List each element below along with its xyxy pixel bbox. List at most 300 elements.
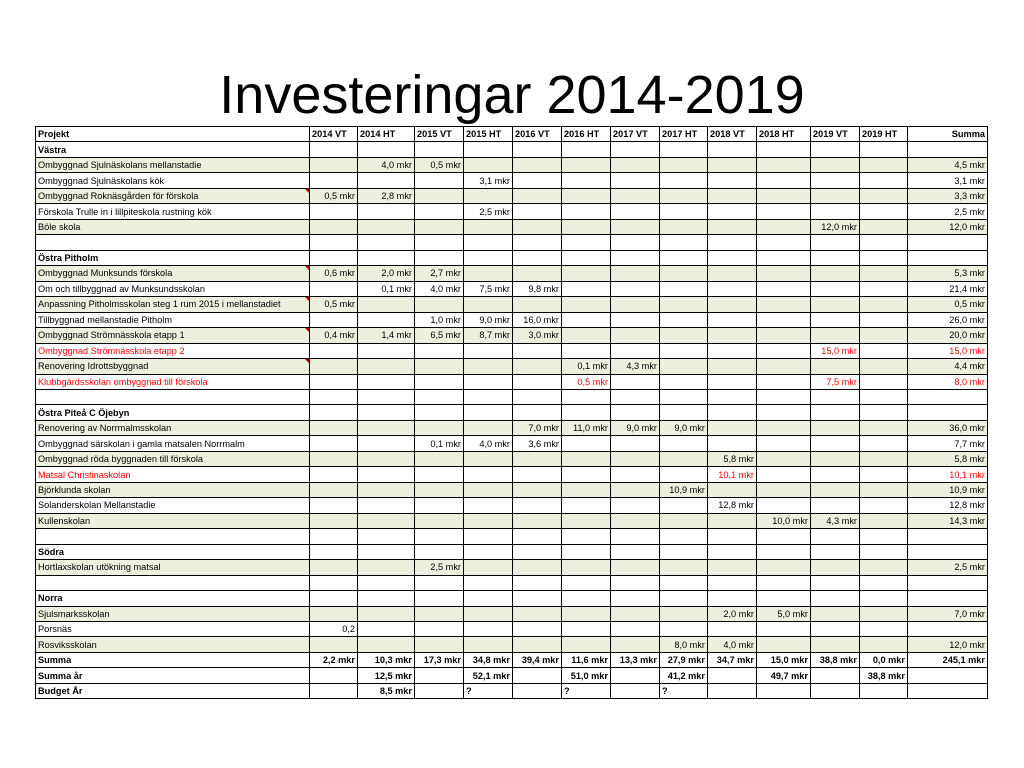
period-value-cell bbox=[415, 173, 464, 188]
period-value-cell bbox=[860, 420, 908, 435]
period-value-cell: 12,0 mkr bbox=[811, 219, 860, 234]
project-name: Ombyggnad Strömnässkola etapp 2 bbox=[36, 343, 310, 358]
period-value-cell bbox=[757, 637, 811, 652]
project-name: Summa bbox=[36, 652, 310, 667]
period-value-cell bbox=[860, 297, 908, 312]
period-value-cell: 5,0 mkr bbox=[757, 606, 811, 621]
period-value-cell bbox=[415, 622, 464, 637]
sum-cell: 12,8 mkr bbox=[908, 498, 988, 513]
comment-marker-icon bbox=[305, 359, 310, 364]
period-value-cell bbox=[757, 622, 811, 637]
table-row bbox=[36, 498, 988, 513]
period-value-cell bbox=[310, 374, 358, 389]
period-value-cell bbox=[708, 560, 757, 575]
project-name: Budget År bbox=[36, 683, 310, 698]
period-value-cell bbox=[708, 219, 757, 234]
period-value-cell bbox=[415, 405, 464, 420]
period-value-cell bbox=[415, 142, 464, 157]
period-value-cell bbox=[415, 451, 464, 466]
period-value-cell bbox=[358, 467, 415, 482]
period-value-cell bbox=[660, 204, 708, 219]
period-value-cell: 34,7 mkr bbox=[708, 652, 757, 667]
sum-cell bbox=[908, 250, 988, 265]
period-value-cell bbox=[611, 405, 660, 420]
sum-cell: 15,0 mkr bbox=[908, 343, 988, 358]
period-value-cell bbox=[811, 622, 860, 637]
project-name: Förskola Trulle in i lillpiteskola rustning kök bbox=[36, 204, 310, 219]
period-value-cell bbox=[415, 513, 464, 528]
period-value-cell bbox=[611, 482, 660, 497]
period-value-cell bbox=[811, 266, 860, 281]
period-value-cell bbox=[660, 297, 708, 312]
period-value-cell: 2,0 mkr bbox=[708, 606, 757, 621]
period-value-cell bbox=[513, 405, 562, 420]
period-value-cell bbox=[660, 219, 708, 234]
period-value-cell: 0,1 mkr bbox=[358, 281, 415, 296]
period-value-cell: 12,5 mkr bbox=[358, 668, 415, 683]
period-value-cell bbox=[811, 142, 860, 157]
sum-cell: 5,8 mkr bbox=[908, 451, 988, 466]
sum-cell: 3,3 mkr bbox=[908, 188, 988, 203]
investment-table bbox=[35, 126, 988, 699]
period-value-cell bbox=[513, 637, 562, 652]
period-value-cell: 2,5 mkr bbox=[464, 204, 513, 219]
period-value-cell bbox=[358, 173, 415, 188]
period-value-cell bbox=[513, 467, 562, 482]
period-value-cell: 3,6 mkr bbox=[513, 436, 562, 451]
period-value-cell bbox=[562, 606, 611, 621]
period-value-cell bbox=[562, 343, 611, 358]
section-row bbox=[36, 544, 988, 559]
period-value-cell bbox=[708, 513, 757, 528]
period-value-cell bbox=[310, 482, 358, 497]
period-value-cell bbox=[464, 374, 513, 389]
period-value-cell: 4,0 mkr bbox=[708, 637, 757, 652]
period-value-cell bbox=[310, 157, 358, 172]
period-value-cell bbox=[513, 188, 562, 203]
period-value-cell bbox=[611, 591, 660, 606]
period-value-cell bbox=[310, 312, 358, 327]
project-name: Tillbyggnad mellanstadie Pitholm bbox=[36, 312, 310, 327]
period-value-cell bbox=[513, 374, 562, 389]
period-value-cell bbox=[660, 606, 708, 621]
period-value-cell bbox=[513, 250, 562, 265]
sum-cell: 7,0 mkr bbox=[908, 606, 988, 621]
period-value-cell: 2,2 mkr bbox=[310, 652, 358, 667]
table-row bbox=[36, 436, 988, 451]
period-value-cell bbox=[708, 250, 757, 265]
period-value-cell bbox=[358, 312, 415, 327]
period-value-cell bbox=[860, 513, 908, 528]
sum-cell bbox=[908, 405, 988, 420]
period-value-cell bbox=[415, 683, 464, 698]
comment-marker-icon bbox=[305, 297, 310, 302]
period-value-cell bbox=[513, 482, 562, 497]
header-row bbox=[36, 127, 988, 142]
period-value-cell: 15,0 mkr bbox=[811, 343, 860, 358]
period-value-cell bbox=[513, 513, 562, 528]
period-value-cell bbox=[811, 188, 860, 203]
period-value-cell: 0,2 bbox=[310, 622, 358, 637]
period-value-cell bbox=[708, 482, 757, 497]
period-value-cell: 2,8 mkr bbox=[358, 188, 415, 203]
period-value-cell bbox=[611, 250, 660, 265]
period-value-cell bbox=[611, 544, 660, 559]
project-name: Kullenskolan bbox=[36, 513, 310, 528]
period-value-cell bbox=[464, 451, 513, 466]
sum-cell bbox=[908, 529, 988, 544]
period-value-cell bbox=[611, 312, 660, 327]
period-value-cell bbox=[811, 389, 860, 404]
period-value-cell bbox=[811, 668, 860, 683]
period-value-cell bbox=[310, 560, 358, 575]
comment-marker-icon bbox=[305, 266, 310, 271]
period-value-cell: 11,0 mkr bbox=[562, 420, 611, 435]
period-value-cell bbox=[358, 142, 415, 157]
period-value-cell bbox=[611, 529, 660, 544]
sum-cell: 36,0 mkr bbox=[908, 420, 988, 435]
period-value-cell: 0,6 mkr bbox=[310, 266, 358, 281]
period-value-cell bbox=[310, 405, 358, 420]
section-label: Norra bbox=[36, 591, 310, 606]
period-value-cell bbox=[757, 482, 811, 497]
period-value-cell bbox=[415, 235, 464, 250]
period-value-cell bbox=[562, 467, 611, 482]
period-value-cell: 38,8 mkr bbox=[811, 652, 860, 667]
period-value-cell bbox=[464, 420, 513, 435]
period-value-cell bbox=[811, 157, 860, 172]
sum-cell: 12,0 mkr bbox=[908, 637, 988, 652]
project-name: Rosviksskolan bbox=[36, 637, 310, 652]
period-value-cell bbox=[513, 591, 562, 606]
column-header-period: 2014 VT bbox=[310, 127, 358, 142]
period-value-cell bbox=[611, 637, 660, 652]
period-value-cell bbox=[811, 637, 860, 652]
period-value-cell bbox=[757, 235, 811, 250]
period-value-cell bbox=[611, 389, 660, 404]
period-value-cell bbox=[310, 343, 358, 358]
period-value-cell bbox=[708, 622, 757, 637]
period-value-cell: 13,3 mkr bbox=[611, 652, 660, 667]
sum-cell: 20,0 mkr bbox=[908, 328, 988, 343]
column-header-period: 2017 VT bbox=[611, 127, 660, 142]
period-value-cell bbox=[562, 482, 611, 497]
period-value-cell bbox=[708, 575, 757, 590]
sum-cell: 245,1 mkr bbox=[908, 652, 988, 667]
period-value-cell bbox=[860, 157, 908, 172]
period-value-cell bbox=[660, 188, 708, 203]
period-value-cell bbox=[358, 405, 415, 420]
project-name: Björklunda skolan bbox=[36, 482, 310, 497]
period-value-cell bbox=[757, 529, 811, 544]
period-value-cell bbox=[464, 142, 513, 157]
period-value-cell bbox=[757, 683, 811, 698]
period-value-cell bbox=[464, 513, 513, 528]
period-value-cell bbox=[757, 142, 811, 157]
period-value-cell bbox=[708, 405, 757, 420]
period-value-cell bbox=[513, 235, 562, 250]
period-value-cell bbox=[310, 513, 358, 528]
period-value-cell bbox=[860, 436, 908, 451]
period-value-cell bbox=[860, 343, 908, 358]
period-value-cell bbox=[860, 482, 908, 497]
sum-cell: 14,3 mkr bbox=[908, 513, 988, 528]
period-value-cell: 0,1 mkr bbox=[415, 436, 464, 451]
period-value-cell bbox=[358, 575, 415, 590]
period-value-cell bbox=[811, 606, 860, 621]
period-value-cell bbox=[513, 451, 562, 466]
column-header-period: 2017 HT bbox=[660, 127, 708, 142]
period-value-cell bbox=[611, 235, 660, 250]
period-value-cell bbox=[415, 637, 464, 652]
period-value-cell bbox=[860, 374, 908, 389]
period-value-cell bbox=[860, 281, 908, 296]
period-value-cell bbox=[310, 498, 358, 513]
period-value-cell bbox=[811, 328, 860, 343]
period-value-cell bbox=[310, 637, 358, 652]
period-value-cell bbox=[611, 560, 660, 575]
period-value-cell: 10,1 mkr bbox=[708, 467, 757, 482]
period-value-cell: 34,8 mkr bbox=[464, 652, 513, 667]
period-value-cell bbox=[860, 142, 908, 157]
period-value-cell bbox=[757, 297, 811, 312]
period-value-cell bbox=[464, 560, 513, 575]
sum-cell bbox=[908, 235, 988, 250]
table-row bbox=[36, 297, 988, 312]
period-value-cell bbox=[611, 683, 660, 698]
period-value-cell bbox=[660, 359, 708, 374]
period-value-cell: 52,1 mkr bbox=[464, 668, 513, 683]
period-value-cell bbox=[811, 359, 860, 374]
period-value-cell bbox=[415, 544, 464, 559]
period-value-cell: ? bbox=[562, 683, 611, 698]
period-value-cell bbox=[415, 482, 464, 497]
period-value-cell bbox=[358, 451, 415, 466]
period-value-cell bbox=[860, 250, 908, 265]
period-value-cell bbox=[464, 250, 513, 265]
table-row bbox=[36, 188, 988, 203]
period-value-cell bbox=[811, 173, 860, 188]
period-value-cell bbox=[415, 668, 464, 683]
period-value-cell bbox=[464, 575, 513, 590]
period-value-cell bbox=[757, 343, 811, 358]
period-value-cell bbox=[562, 266, 611, 281]
period-value-cell bbox=[757, 420, 811, 435]
period-value-cell bbox=[513, 683, 562, 698]
period-value-cell bbox=[562, 328, 611, 343]
sum-cell: 21,4 mkr bbox=[908, 281, 988, 296]
period-value-cell bbox=[860, 637, 908, 652]
period-value-cell bbox=[811, 281, 860, 296]
period-value-cell bbox=[464, 219, 513, 234]
period-value-cell bbox=[757, 328, 811, 343]
period-value-cell bbox=[708, 204, 757, 219]
period-value-cell bbox=[310, 683, 358, 698]
period-value-cell bbox=[513, 142, 562, 157]
period-value-cell: 10,3 mkr bbox=[358, 652, 415, 667]
table-row bbox=[36, 328, 988, 343]
column-header-period: 2018 VT bbox=[708, 127, 757, 142]
period-value-cell: 9,0 mkr bbox=[611, 420, 660, 435]
period-value-cell bbox=[513, 343, 562, 358]
project-name bbox=[36, 575, 310, 590]
period-value-cell bbox=[562, 188, 611, 203]
period-value-cell bbox=[708, 173, 757, 188]
period-value-cell bbox=[415, 498, 464, 513]
period-value-cell bbox=[415, 606, 464, 621]
period-value-cell: 1,4 mkr bbox=[358, 328, 415, 343]
period-value-cell: 0,1 mkr bbox=[562, 359, 611, 374]
section-label: Östra Pitholm bbox=[36, 250, 310, 265]
period-value-cell bbox=[464, 622, 513, 637]
sum-cell: 4,4 mkr bbox=[908, 359, 988, 374]
period-value-cell bbox=[310, 204, 358, 219]
period-value-cell bbox=[562, 622, 611, 637]
period-value-cell bbox=[708, 266, 757, 281]
period-value-cell bbox=[358, 359, 415, 374]
period-value-cell bbox=[660, 328, 708, 343]
project-name: Ombyggnad röda byggnaden till förskola bbox=[36, 451, 310, 466]
period-value-cell bbox=[310, 389, 358, 404]
period-value-cell bbox=[860, 591, 908, 606]
period-value-cell: 1,0 mkr bbox=[415, 312, 464, 327]
period-value-cell bbox=[757, 389, 811, 404]
period-value-cell bbox=[310, 606, 358, 621]
period-value-cell bbox=[708, 374, 757, 389]
column-header-period: 2015 VT bbox=[415, 127, 464, 142]
period-value-cell bbox=[415, 359, 464, 374]
table-row bbox=[36, 359, 988, 374]
period-value-cell bbox=[415, 204, 464, 219]
period-value-cell bbox=[811, 436, 860, 451]
sum-cell: 26,0 mkr bbox=[908, 312, 988, 327]
period-value-cell bbox=[708, 668, 757, 683]
project-name: Om och tillbyggnad av Munksundsskolan bbox=[36, 281, 310, 296]
period-value-cell bbox=[757, 312, 811, 327]
period-value-cell bbox=[611, 297, 660, 312]
period-value-cell: 51,0 mkr bbox=[562, 668, 611, 683]
period-value-cell bbox=[757, 219, 811, 234]
period-value-cell bbox=[708, 281, 757, 296]
project-name: Ombyggnad särskolan i gamla matsalen Norrmalm bbox=[36, 436, 310, 451]
period-value-cell: 6,5 mkr bbox=[415, 328, 464, 343]
period-value-cell bbox=[611, 204, 660, 219]
project-name: Ombyggnad Sjulnäskolans mellanstadie bbox=[36, 157, 310, 172]
period-value-cell bbox=[562, 513, 611, 528]
period-value-cell bbox=[811, 560, 860, 575]
period-value-cell bbox=[358, 235, 415, 250]
period-value-cell bbox=[310, 359, 358, 374]
period-value-cell: 17,3 mkr bbox=[415, 652, 464, 667]
sum-cell: 12,0 mkr bbox=[908, 219, 988, 234]
table-row bbox=[36, 157, 988, 172]
section-label: Södra bbox=[36, 544, 310, 559]
period-value-cell bbox=[562, 142, 611, 157]
period-value-cell bbox=[464, 637, 513, 652]
period-value-cell: 10,0 mkr bbox=[757, 513, 811, 528]
period-value-cell: 0,4 mkr bbox=[310, 328, 358, 343]
period-value-cell bbox=[513, 266, 562, 281]
period-value-cell bbox=[358, 297, 415, 312]
period-value-cell bbox=[708, 544, 757, 559]
period-value-cell bbox=[757, 266, 811, 281]
period-value-cell bbox=[464, 157, 513, 172]
period-value-cell bbox=[464, 343, 513, 358]
period-value-cell bbox=[708, 343, 757, 358]
project-name: Anpassning Pitholmsskolan steg 1 rum 2015 i mellanstadiet bbox=[36, 297, 310, 312]
period-value-cell bbox=[757, 467, 811, 482]
period-value-cell: 4,3 mkr bbox=[811, 513, 860, 528]
period-value-cell: 9,0 mkr bbox=[660, 420, 708, 435]
period-value-cell bbox=[660, 451, 708, 466]
period-value-cell bbox=[513, 204, 562, 219]
project-name: Ombyggnad Munksunds förskola bbox=[36, 266, 310, 281]
period-value-cell bbox=[860, 389, 908, 404]
period-value-cell bbox=[310, 451, 358, 466]
period-value-cell bbox=[860, 219, 908, 234]
period-value-cell bbox=[660, 250, 708, 265]
period-value-cell bbox=[464, 266, 513, 281]
sum-cell: 2,5 mkr bbox=[908, 204, 988, 219]
period-value-cell: 3,1 mkr bbox=[464, 173, 513, 188]
period-value-cell bbox=[310, 420, 358, 435]
period-value-cell bbox=[464, 188, 513, 203]
sum-cell: 10,1 mkr bbox=[908, 467, 988, 482]
period-value-cell bbox=[860, 560, 908, 575]
period-value-cell bbox=[660, 467, 708, 482]
period-value-cell bbox=[358, 374, 415, 389]
sum-cell: 5,3 mkr bbox=[908, 266, 988, 281]
column-header-period: 2019 VT bbox=[811, 127, 860, 142]
period-value-cell bbox=[464, 591, 513, 606]
period-value-cell bbox=[611, 606, 660, 621]
period-value-cell: 3,0 mkr bbox=[513, 328, 562, 343]
table-row bbox=[36, 420, 988, 435]
period-value-cell bbox=[811, 482, 860, 497]
period-value-cell bbox=[562, 389, 611, 404]
table-row bbox=[36, 219, 988, 234]
sum-cell bbox=[908, 683, 988, 698]
period-value-cell bbox=[310, 436, 358, 451]
period-value-cell bbox=[708, 389, 757, 404]
period-value-cell: 7,5 mkr bbox=[811, 374, 860, 389]
period-value-cell bbox=[358, 250, 415, 265]
period-value-cell bbox=[757, 157, 811, 172]
period-value-cell bbox=[860, 188, 908, 203]
column-header-period: 2014 HT bbox=[358, 127, 415, 142]
period-value-cell bbox=[415, 420, 464, 435]
period-value-cell bbox=[562, 173, 611, 188]
period-value-cell bbox=[660, 498, 708, 513]
period-value-cell bbox=[562, 157, 611, 172]
table-row bbox=[36, 467, 988, 482]
period-value-cell bbox=[562, 250, 611, 265]
table-row bbox=[36, 343, 988, 358]
period-value-cell: 7,5 mkr bbox=[464, 281, 513, 296]
period-value-cell: 4,0 mkr bbox=[464, 436, 513, 451]
period-value-cell bbox=[708, 142, 757, 157]
period-value-cell: 41,2 mkr bbox=[660, 668, 708, 683]
period-value-cell bbox=[708, 235, 757, 250]
table-row bbox=[36, 513, 988, 528]
period-value-cell bbox=[660, 281, 708, 296]
period-value-cell bbox=[513, 389, 562, 404]
period-value-cell bbox=[358, 498, 415, 513]
period-value-cell bbox=[358, 529, 415, 544]
period-value-cell: 5,8 mkr bbox=[708, 451, 757, 466]
period-value-cell bbox=[562, 637, 611, 652]
sum-cell: 3,1 mkr bbox=[908, 173, 988, 188]
